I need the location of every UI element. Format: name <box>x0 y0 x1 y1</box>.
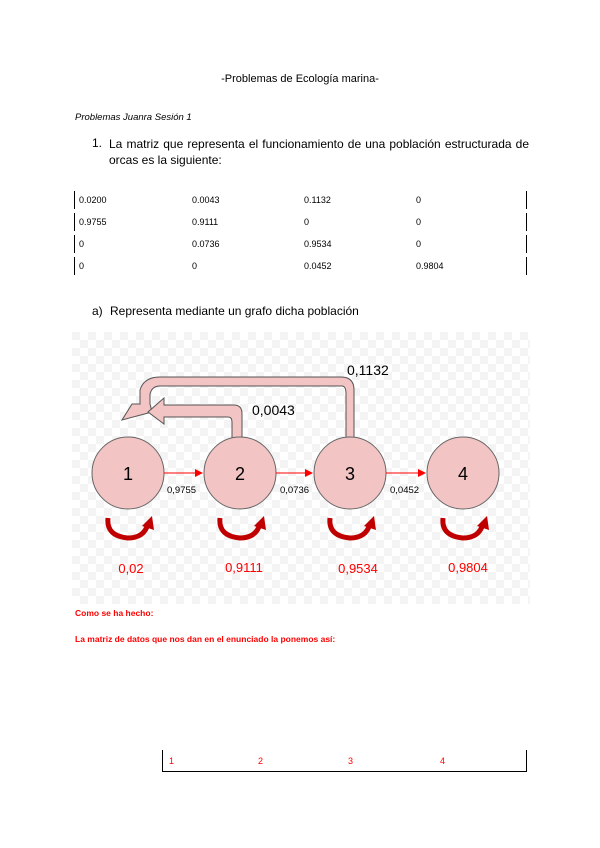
stage-label: 1 <box>122 464 134 484</box>
column-label: 1 <box>169 756 175 766</box>
matrix-cell: 0.1132 <box>304 195 331 205</box>
column-label: 3 <box>348 756 354 766</box>
matrix-cell: 0.9111 <box>192 217 219 227</box>
column-label: 4 <box>440 756 446 766</box>
session-subtitle: Problemas Juanra Sesión 1 <box>75 112 192 123</box>
matrix-cell: 0.0452 <box>304 261 332 271</box>
stage-label: 4 <box>457 464 469 484</box>
matrix-cell: 0 <box>79 261 85 271</box>
matrix-cell: 0.0043 <box>192 195 220 205</box>
transition-label: 0,9755 <box>167 485 197 496</box>
matrix-note: La matriz de datos que nos dan en el enunciado la ponemos así: <box>75 634 336 644</box>
stage-label: 2 <box>234 464 246 484</box>
self-loop-label: 0,9804 <box>448 560 488 575</box>
matrix-row <box>74 256 527 278</box>
question-number: 1. <box>92 136 103 150</box>
matrix-cell: 0.9534 <box>304 239 332 249</box>
matrix-cell: 0.9804 <box>416 261 444 271</box>
matrix-cell: 0.0200 <box>79 195 107 205</box>
stage-label: 3 <box>344 464 356 484</box>
matrix-cell: 0 <box>416 195 422 205</box>
matrix-cell: 0.0736 <box>192 239 220 249</box>
matrix-row <box>74 234 527 256</box>
matrix-row <box>74 212 527 234</box>
column-label: 2 <box>258 756 264 766</box>
question-a-label: a) <box>92 304 103 318</box>
self-loop-label: 0,9111 <box>225 560 263 575</box>
matrix-row <box>74 190 527 212</box>
bottom-matrix-row <box>162 750 527 772</box>
question-a-text: Representa mediante un grafo dicha población <box>110 304 359 318</box>
transition-label: 0,0452 <box>390 485 420 496</box>
matrix-cell: 0.9755 <box>79 217 107 227</box>
question-text: La matriz que representa el funcionamiento de una población estructurada de orcas es la siguiente: <box>109 137 529 167</box>
matrix-cell: 0 <box>416 239 422 249</box>
population-graph <box>72 332 530 604</box>
page-title: -Problemas de Ecología marina- <box>221 73 379 85</box>
self-loop-label: 0,9534 <box>338 561 378 576</box>
fecundity-label: 0,1132 <box>347 362 389 378</box>
fecundity-label: 0,0043 <box>252 402 295 418</box>
how-done-note: Como se ha hecho: <box>75 608 154 618</box>
matrix-cell: 0 <box>79 239 85 249</box>
matrix-cell: 0 <box>192 261 198 271</box>
transition-label: 0,0736 <box>280 485 310 496</box>
matrix-cell: 0 <box>416 217 422 227</box>
self-loop-label: 0,02 <box>118 561 144 576</box>
matrix-cell: 0 <box>304 217 310 227</box>
